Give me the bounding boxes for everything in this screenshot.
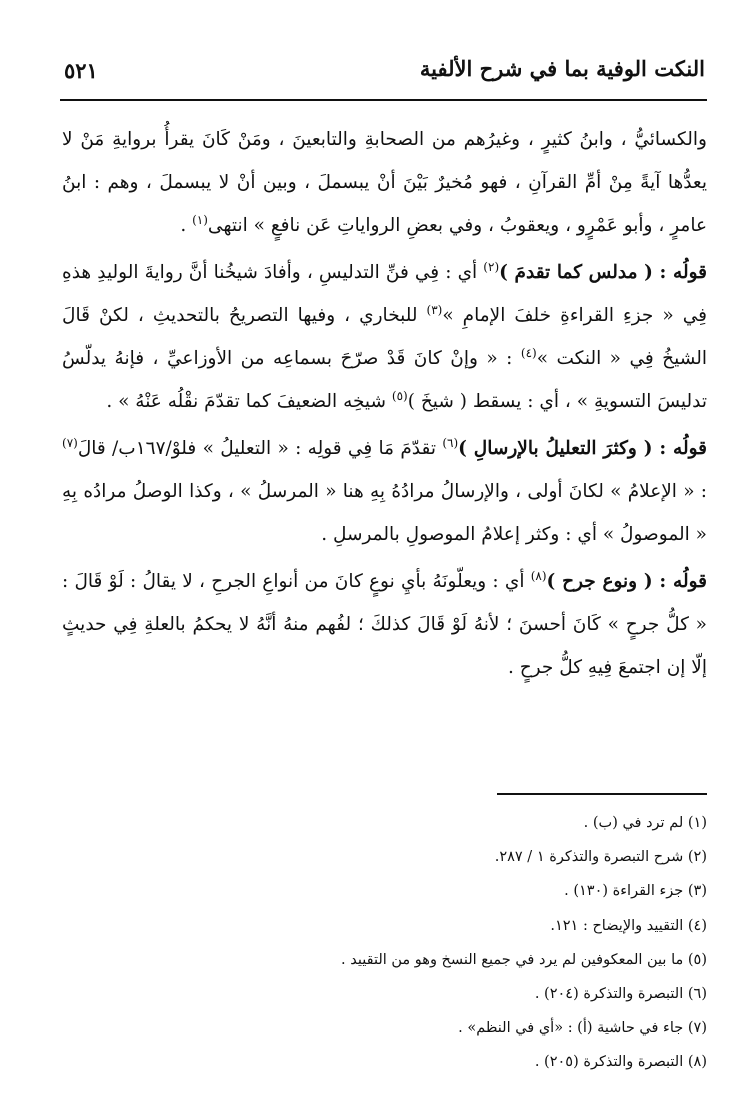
footnote-ref: (٢) bbox=[483, 260, 500, 274]
footnote-separator bbox=[497, 793, 707, 795]
footnote-ref: (٥) bbox=[391, 389, 408, 403]
footnote-ref: (٤) bbox=[520, 346, 537, 360]
text-run: تقدّمَ مَا فِي قولِه : « التعليلُ » فلوْ/١٦٧ب/ قالَ bbox=[77, 438, 443, 459]
footnotes bbox=[62, 806, 707, 1080]
text-run: شيخِه الضعيفَ كما تقدّمَ نقْلُه عَنْهُ » . bbox=[106, 391, 392, 412]
text-run: أي : فِي فنِّ التدليسِ ، وأفادَ شيخُنا أنَّ روايةَ الوليدِ هذهِ فِي « جزءِ القراءةِ خلفَ الإمامِ » bbox=[62, 262, 707, 326]
footnote-ref: (١) bbox=[192, 213, 208, 227]
footnote-ref: (٨) bbox=[530, 569, 547, 583]
running-title: النكت الوفية بما في شرح الألفية bbox=[419, 56, 705, 81]
text-run: أي : ويعلّونَهُ بأيِ نوعٍ كانَ من أنواعِ الجرحِ ، لا يقالُ : لَوْ قَالَ : « كلُّ جرحٍ » كَانَ أحسنَ ؛ لأنهُ لَوْ قَالَ كذلكَ ؛ لفُهم منهُ أنَّهُ لا يحكمُ بالعلةِ فِي حديثٍ إلّا إن اجتمعَ فِيهِ كلُّ جرحٍ . bbox=[62, 571, 707, 678]
paragraph-3 bbox=[62, 427, 707, 556]
footnote: (٨) التبصرة والتذكرة (٢٠٥) . bbox=[534, 1054, 707, 1071]
text-run: : « وإنْ كانَ قَدْ صرّحَ بسماعِه من الأوزاعيِّ ، فإنهُ يدلّسُ تدليسَ التسويةِ » ، أي : يسقط ( شيخَ ) bbox=[62, 348, 707, 412]
paragraph-1 bbox=[62, 118, 707, 247]
footnote: (٤) التقييد والإيضاح : ١٢١. bbox=[550, 917, 707, 934]
paragraph-lead: قولُه : ( مدلس كما تقدمَ ) bbox=[499, 262, 708, 283]
footnote-ref: (٣) bbox=[426, 303, 443, 317]
paragraph-4 bbox=[62, 560, 707, 689]
footnote: (٧) جاء في حاشية (أ) : «أي في النظم» . bbox=[458, 1020, 707, 1037]
main-text bbox=[62, 118, 707, 693]
text-run: للبخاري ، وفيها التصريحُ بالتحديثِ ، لكنْ قَالَ الشيخُ فِي « النكت » bbox=[62, 305, 707, 369]
text-run: : « الإعلامُ » لكانَ أولى ، والإرسالُ مرادُهُ بِهِ هنا « المرسلُ » ، وكذا الوصلُ مرادُه بِهِ « الموصولُ » أي : وكثر إعلامُ الموصولِ بالمرسلِ . bbox=[62, 481, 707, 545]
footnote: (١) لم ترد في (ب) . bbox=[583, 815, 707, 831]
paragraph-lead: قولُه : ( ونوع جرح ) bbox=[546, 571, 707, 592]
footnote: (٥) ما بين المعكوفين لم يرد في جميع النسخ وهو من التقييد . bbox=[341, 951, 707, 968]
footnote-ref: (٧) bbox=[62, 436, 78, 450]
footnote: (٦) التبصرة والتذكرة (٢٠٤) . bbox=[534, 986, 707, 1003]
footnote-ref: (٦) bbox=[442, 436, 459, 450]
footnote: (٣) جزء القراءة (١٣٠) . bbox=[564, 883, 707, 900]
header-rule bbox=[60, 99, 707, 101]
paragraph-2 bbox=[62, 251, 707, 423]
text-run: والكسائيُّ ، وابنُ كثيرٍ ، وغيرُهم من الصحابةِ والتابعينَ ، ومَنْ كَانَ يقرأُ بروايةِ مَنْ لا يعدُّها آيةً مِنْ أمِّ القرآنِ ، فهو مُخيرٌ بَيْنَ أنْ يبسملَ ، وبين أنْ لا يبسملَ ، وهم : ابنُ عامرٍ ، وأبو عَمْرٍو ، ويعقوبُ ، وفي بعضِ الرواياتِ عَن نافعٍ » انتهى bbox=[62, 129, 707, 236]
footnote: (٢) شرح التبصرة والتذكرة ١ / ٢٨٧. bbox=[494, 849, 707, 866]
paragraph-lead: قولُه : ( وكثرَ التعليلُ بالإرسالِ ) bbox=[458, 438, 707, 459]
page-header bbox=[64, 54, 705, 94]
page-number: ٥٢١ bbox=[64, 58, 98, 83]
text-run: . bbox=[180, 215, 193, 236]
